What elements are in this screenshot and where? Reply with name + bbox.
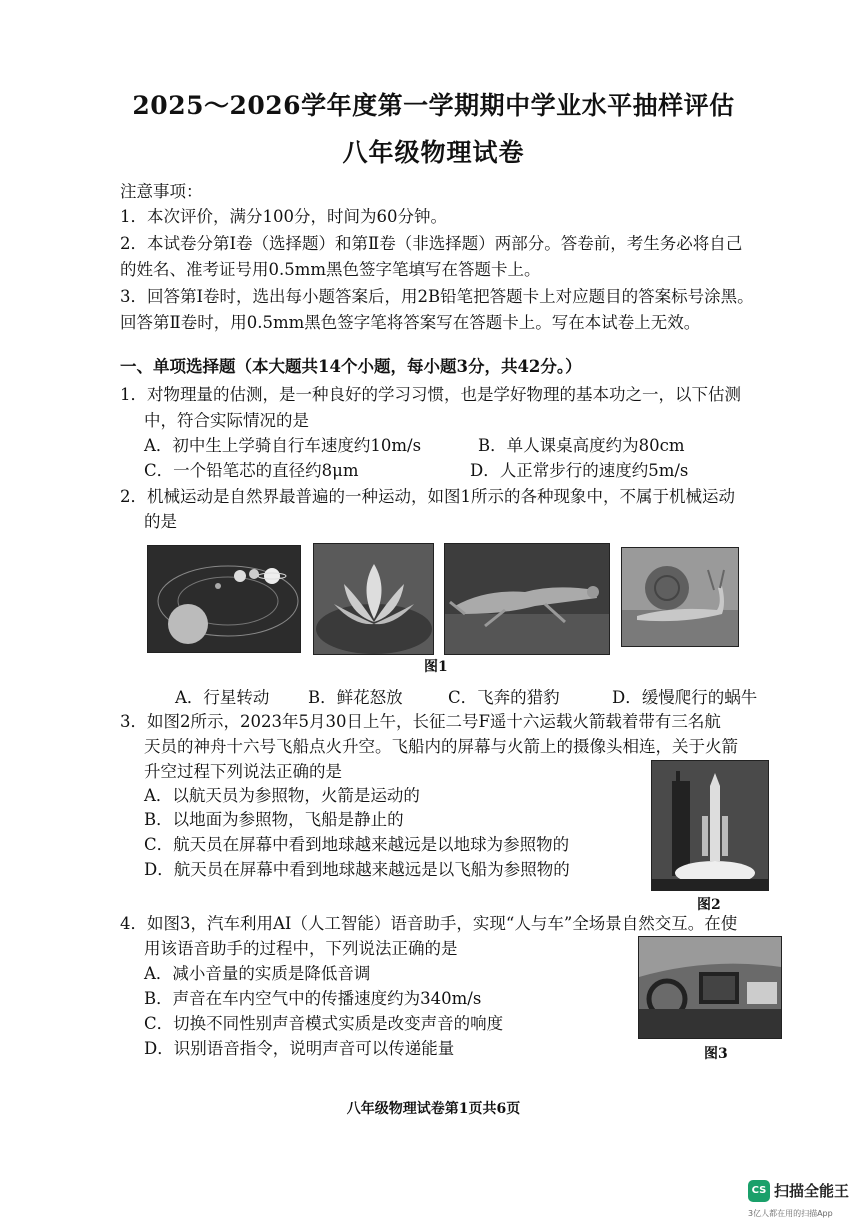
notice-item: 的姓名、准考证号用0.5mm黑色签字笔填写在答题卡上。 [120,260,541,279]
option-c: C．航天员在屏幕中看到地球越来越远是以地球为参照物的 [144,835,570,854]
notice-heading: 注意事项： [120,182,203,201]
option-a: A．行星转动 [175,688,270,707]
question-text: 用该语音助手的过程中，下列说法正确的是 [144,939,458,958]
option-d: D．人正常步行的速度约5m/s [470,461,689,480]
question-text: 4．如图3，汽车利用AI（人工智能）语音助手，实现“人与车”全场景自然交互。在使 [120,914,738,933]
exam-title: 2025～2026学年度第一学期期中学业水平抽样评估 [132,91,735,120]
notice-item: 回答第Ⅱ卷时，用0.5mm黑色签字笔将答案写在答题卡上。写在本试卷上无效。 [120,313,701,332]
question-text: 中，符合实际情况的是 [144,411,309,430]
option-b: B．鲜花怒放 [308,688,403,707]
notice-item: 3．回答第Ⅰ卷时，选出每小题答案后，用2B铅笔把答题卡上对应题目的答案标号涂黑。 [120,287,754,306]
option-a: A．减小音量的实质是降低音调 [144,964,371,983]
rocket-launch-image [651,760,769,891]
option-a: A．初中生上学骑自行车速度约10m/s [144,436,422,455]
car-interior-image [638,936,782,1039]
option-c: C．一个铅笔芯的直径约8μm [144,461,359,480]
watermark-tagline: 3亿人都在用的扫描App [748,1209,833,1218]
option-d: D．航天员在屏幕中看到地球越来越远是以飞船为参照物的 [144,860,570,879]
section-heading: 一、单项选择题（本大题共14个小题，每小题3分，共42分。） [120,357,582,376]
scanner-watermark [748,1178,860,1222]
camscanner-icon: CS [748,1180,770,1202]
question-text: 2．机械运动是自然界最普遍的一种运动，如图1所示的各种现象中，不属于机械运动 [120,487,735,506]
question-text: 天员的神舟十六号飞船点火升空。飞船内的屏幕与火箭上的摄像头相连，关于火箭 [144,737,738,756]
option-c: C．飞奔的猎豹 [448,688,560,707]
option-d: D．识别语音指令，说明声音可以传递能量 [144,1039,455,1058]
notice-item: 1．本次评价，满分100分，时间为60分钟。 [120,207,447,226]
option-b: B．声音在车内空气中的传播速度约为340m/s [144,989,482,1008]
planets-image [147,545,301,653]
option-b: B．单人课桌高度约为80cm [478,436,685,455]
notice-item: 2．本试卷分第Ⅰ卷（选择题）和第Ⅱ卷（非选择题）两部分。答卷前，考生务必将自己 [120,234,743,253]
question-text: 3．如图2所示，2023年5月30日上午，长征二号F遥十六运载火箭载着带有三名航 [120,712,721,731]
question-text: 的是 [144,512,177,531]
page-footer: 八年级物理试卷第1页共6页 [346,1101,521,1117]
flower-image [313,543,434,655]
option-d: D．缓慢爬行的蜗牛 [612,688,758,707]
question-text: 升空过程下列说法正确的是 [144,762,342,781]
figure-caption: 图3 [704,1046,728,1062]
question-text: 1．对物理量的估测，是一种良好的学习习惯，也是学好物理的基本功之一，以下估测 [120,385,741,404]
watermark-name: 扫描全能王 [774,1182,850,1200]
option-b: B．以地面为参照物，飞船是静止的 [144,810,404,829]
option-c: C．切换不同性别声音模式实质是改变声音的响度 [144,1014,504,1033]
cheetah-image [444,543,610,655]
option-a: A．以航天员为参照物，火箭是运动的 [144,786,420,805]
figure-caption: 图1 [424,659,448,675]
figure-caption: 图2 [697,897,721,913]
exam-subtitle: 八年级物理试卷 [342,138,525,167]
snail-image [621,547,739,647]
